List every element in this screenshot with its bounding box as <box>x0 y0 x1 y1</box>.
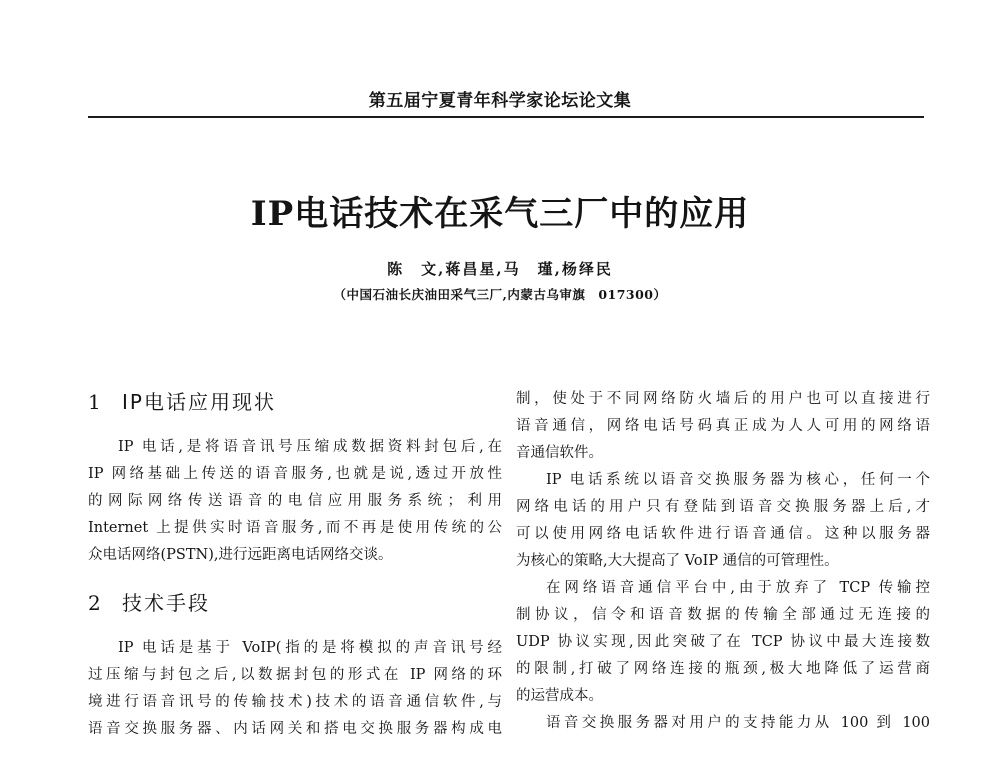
text-line: 的网际网络传送语音的电信应用服务系统；利用 <box>88 493 502 509</box>
text-line: Internet 上提供实时语音服务,而不再是使用传统的公 <box>88 520 502 536</box>
paragraph <box>516 710 930 737</box>
section-number: 2 <box>88 591 101 615</box>
text-line: 网络电话的用户只有登陆到语音交换服务器上后,才 <box>516 499 930 515</box>
section-heading-2 <box>88 587 502 619</box>
section-title: IP电话应用现状 <box>122 390 276 414</box>
paragraph <box>516 386 930 467</box>
text-line: 在网络语音通信平台中,由于放弃了 TCP 传输控 <box>546 580 930 596</box>
section-heading-1 <box>88 386 502 418</box>
header-rule <box>88 116 924 118</box>
paragraph <box>88 434 502 569</box>
author-affiliation: （中国石油长庆油田采气三厂,内蒙古乌审旗 017300） <box>333 287 667 302</box>
paragraph <box>516 575 930 710</box>
paragraph <box>516 467 930 575</box>
text-line: IP 网络基础上传送的语音服务,也就是说,透过开放性 <box>88 466 502 482</box>
text-line: IP 电话是基于 VoIP(指的是将模拟的声音讯号经 <box>118 640 502 656</box>
text-line: UDP 协议实现,因此突破了在 TCP 协议中最大连接数 <box>516 634 930 650</box>
text-line: 众电话网络(PSTN),进行远距离电话网络交谈。 <box>88 547 393 563</box>
text-line: 过压缩与封包之后,以数据封包的形式在 IP 网络的环 <box>88 667 502 683</box>
text-line: 的限制,打破了网络连接的瓶颈,极大地降低了运营商 <box>516 661 930 677</box>
text-line: 境进行语音讯号的传输技术)技术的语音通信软件,与 <box>88 694 502 710</box>
text-line: 为核心的策略,大大提高了 VoIP 通信的可管理性。 <box>516 553 839 569</box>
running-header: 第五届宁夏青年科学家论坛论文集 <box>368 91 632 111</box>
section-title: 技术手段 <box>122 591 210 615</box>
author-list: 陈 文,蒋昌星,马 瑾,杨绎民 <box>387 260 613 278</box>
left-column <box>88 386 502 743</box>
text-line: 制，使处于不同网络防火墙后的用户也可以直接进行 <box>516 391 930 407</box>
text-line: 语音通信，网络电话号码真正成为人人可用的网络语 <box>516 418 930 434</box>
paper-title: IP电话技术在采气三厂中的应用 <box>250 194 750 234</box>
text-line: IP 电话系统以语音交换服务器为核心，任何一个 <box>546 472 930 488</box>
paragraph <box>88 635 502 743</box>
text-line: 音通信软件。 <box>516 445 603 461</box>
text-line: IP 电话,是将语音讯号压缩成数据资料封包后,在 <box>118 439 502 455</box>
section-number: 1 <box>88 390 101 414</box>
text-line: 的运营成本。 <box>516 688 603 704</box>
text-line: 制协议，信令和语音数据的传输全部通过无连接的 <box>516 607 930 623</box>
text-line: 语音交换服务器对用户的支持能力从 100 到 100 <box>546 715 930 731</box>
right-column <box>516 386 930 737</box>
text-line: 语音交换服务器、内话网关和搭电交换服务器构成电 <box>88 721 502 737</box>
text-line: 可以使用网络电话软件进行语音通信。这种以服务器 <box>516 526 930 542</box>
